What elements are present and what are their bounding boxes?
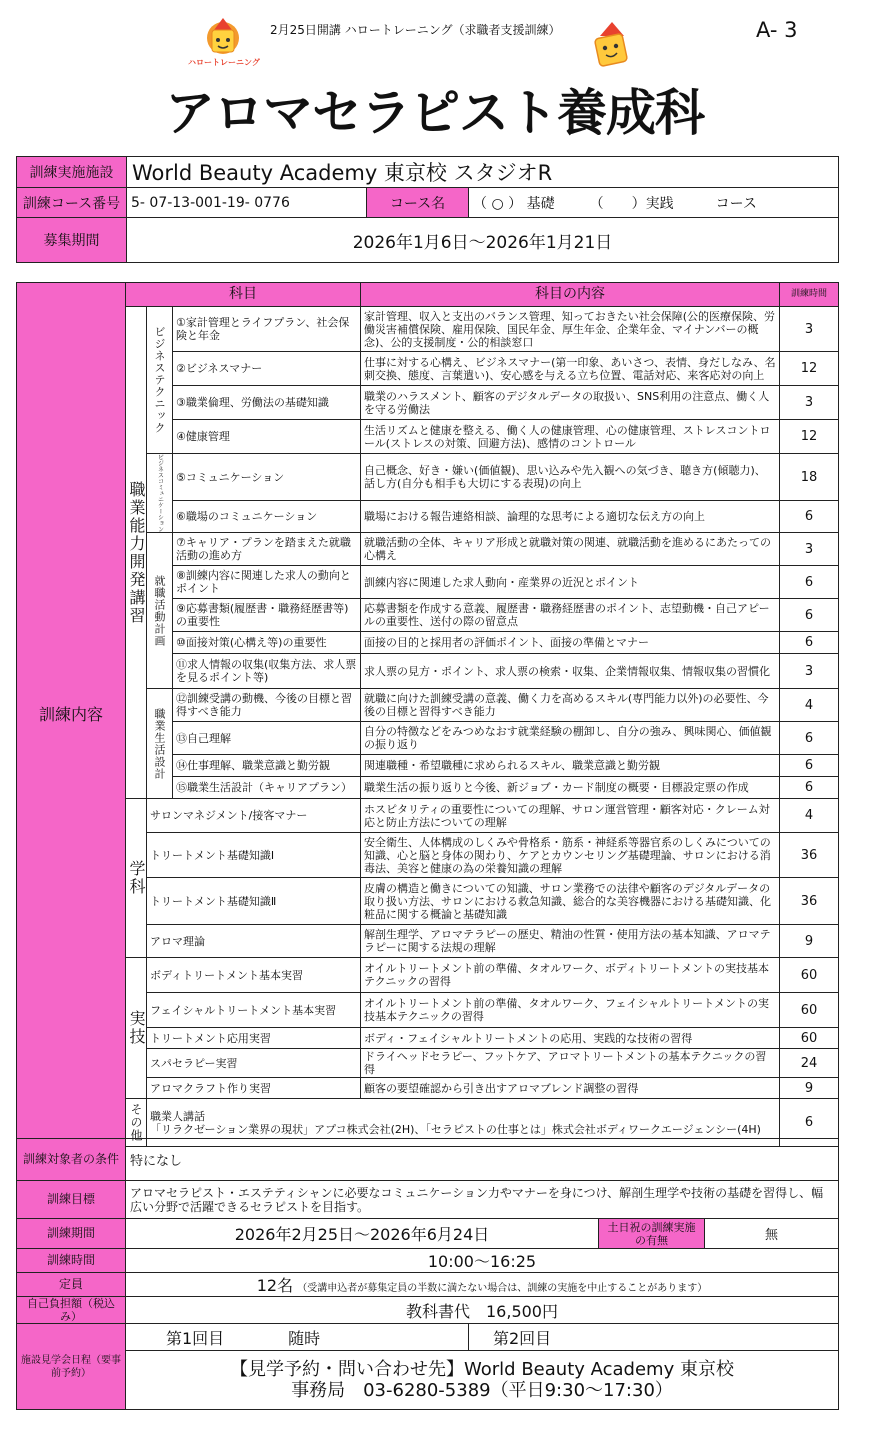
hours-cell: 9 [780,1078,839,1099]
hours-cell: 3 [780,533,839,566]
other-line-2: 「リラクゼーション業界の現状」アプコ株式会社(2H)、「セラピストの仕事とは」株式会社ボディワークエージェンシー(4H) [150,1122,761,1136]
other-line-1: 職業人講話 [150,1109,205,1123]
visit-label: 施設見学会日程（要事前予約） [17,1324,126,1410]
content-cell: 自分の特徴などをみつめなおす就業経験の棚卸し、自分の強み、興味関心、価値観の振り返り [361,722,780,755]
content-cell: 安全衛生、人体構成のしくみや骨格系・筋系・神経系等器官系のしくみについての知識、心と脳と身体の関わり、ケアとカウンセリング基礎理論、サロンにおける消毒法、美容と健康の為の栄養知識の理解 [361,833,780,878]
course-no-label: 訓練コース番号 [17,188,127,218]
hours-cell: 12 [780,420,839,454]
hours-cell: 12 [780,352,839,386]
content-cell: 自己概念、好き・嫌い(価値観)、思い込みや先入観への気づき、聴き方(傾聴力)、話し方(自分も相手も大切にする表現)の向上 [361,454,780,501]
content-cell: 皮膚の構造と働きについての知識、サロン業務での法律や顧客のデジタルデータの取り扱い方法、サロンにおける救急知識、総合的な美容機器における基礎知識、化粧品に関する概論と基礎知識 [361,878,780,925]
contact-cell [126,1351,839,1410]
goal-value: アロマセラピスト・エステティシャンに必要なコミュニケーション力やマナーを身につけ、解剖生理学や技術の基礎を習得し、幅広い分野で活躍できるセラピストを目指す。 [126,1181,839,1219]
subject-cell: ⑮職業生活設計（キャリアプラン） [173,777,361,799]
capacity-cell [126,1273,839,1297]
visit-first: 第1回目 随時 [126,1324,469,1351]
content-cell: 解剖生理学、アロマテラピーの歴史、精油の性質・使用方法の基本知識、アロマテラピーに関する法規の理解 [361,925,780,958]
content-cell: 職場における報告連絡相談、論理的な思考による適切な伝え方の向上 [361,501,780,533]
hours-cell: 4 [780,799,839,833]
target-value: 特になし [126,1139,839,1181]
subject-cell: トリートメント応用実習 [147,1028,361,1049]
subject-cell: ⑬自己理解 [173,722,361,755]
fee-value: 教科書代 16,500円 [126,1297,839,1324]
col-content: 科目の内容 [361,283,780,307]
course-name: （ ○ ） 基礎 （ ）実践 コース [469,188,839,218]
content-cell: 就職に向けた訓練受講の意義、働く力を高めるスキル(専門能力以外)の必要性、今後の目標と習得すべき能力 [361,689,780,722]
content-cell: 訓練内容に関連した求人動向・産業界の近況とポイント [361,566,780,599]
hours-cell: 60 [780,958,839,993]
recruit-period: 2026年1月6日～2026年1月21日 [127,218,839,263]
weekend-label: 土日祝の訓練実施の有無 [599,1219,705,1249]
weekend-value: 無 [705,1219,839,1249]
content-cell: 応募書類を作成する意義、履歴書・職務経歴書のポイント、志望動機・自己アピールの重要性、送付の際の留意点 [361,599,780,632]
course-name-label: コース名 [367,188,469,218]
content-cell: 面接の目的と採用者の評価ポイント、面接の準備とマナー [361,632,780,654]
content-cell: オイルトリートメント前の準備、タオルワーク、ボディトリートメントの実技基本テクニックの習得 [361,958,780,993]
subject-cell: ⑩面接対策(心構え等)の重要性 [173,632,361,654]
curriculum-table [16,282,839,1147]
col-hours: 訓練時間 [780,283,839,307]
col-subject: 科目 [126,283,361,307]
course-no: 5- 07-13-001-19- 0776 [127,188,367,218]
hours-cell: 3 [780,654,839,689]
subject-cell: トリートメント基礎知識Ⅰ [147,833,361,878]
hours-cell: 18 [780,454,839,501]
period-value: 2026年2月25日～2026年6月24日 [126,1219,599,1249]
subject-cell: ⑥職場のコミュニケーション [173,501,361,533]
hours-cell: 6 [780,566,839,599]
content-cell: オイルトリートメント前の準備、タオルワーク、フェイシャルトリートメントの実技基本テクニックの習得 [361,993,780,1028]
course-info-table [16,156,839,263]
hours-cell: 6 [780,632,839,654]
hours-cell: 36 [780,833,839,878]
time-value: 10:00～16:25 [126,1249,839,1273]
subject-cell: ⑦キャリア・プランを踏まえた就職活動の進め方 [173,533,361,566]
content-cell: 家計管理、収入と支出のバランス管理、知っておきたい社会保障(公的医療保険、労働災害補償保険、雇用保険、国民年金、厚生年金、企業年金、マイナンバーの概念)、公的支援制度・公的相談窓口 [361,307,780,352]
hours-cell: 6 [780,722,839,755]
mascot-icon [584,20,634,72]
hours-cell: 6 [780,777,839,799]
subject-cell: ⑧訓練内容に関連した求人の動向とポイント [173,566,361,599]
hours-cell: 6 [780,755,839,777]
group-other: その他 [126,1099,147,1147]
header [0,0,869,150]
content-cell: 仕事に対する心構え、ビジネスマナー(第一印象、あいさつ、表情、身だしなみ、名刺交換、態度、言葉遣い)、安心感を与える立ち位置、電話対応、来客応対の向上 [361,352,780,386]
target-label: 訓練対象者の条件 [17,1139,126,1181]
visit-second: 第2回目 [469,1324,839,1351]
time-label: 訓練時間 [17,1249,126,1273]
content-cell: ホスピタリティの重要性についての理解、サロン運営管理・顧客対応・クレーム対応と防止方法についての理解 [361,799,780,833]
hours-cell: 3 [780,307,839,352]
recruit-label: 募集期間 [17,218,127,263]
group-job-hunting: 就職活動計画 [147,533,173,689]
capacity-note: （受講申込者が募集定員の半数に満たない場合は、訓練の実施を中止することがあります） [297,1283,708,1294]
group-gakka: 学科 [126,799,147,958]
goal-label: 訓練目標 [17,1181,126,1219]
facility-label: 訓練実施施設 [17,157,127,188]
group-communication: ビジネスコミュニケーション [147,454,173,533]
content-cell: 関連職種・希望職種に求められるスキル、職業意識と勤労観 [361,755,780,777]
subject-cell: ⑭仕事理解、職業意識と勤労観 [173,755,361,777]
subject-cell: サロンマネジメント/接客マナー [147,799,361,833]
page-id: A- 3 [756,18,798,42]
hours-cell: 6 [780,501,839,533]
subject-cell: ⑪求人情報の収集(収集方法、求人票を見るポイント等) [173,654,361,689]
subject-cell: ボディトリートメント基本実習 [147,958,361,993]
group-jitsugi: 実技 [126,958,147,1099]
subject-cell: ④健康管理 [173,420,361,454]
content-cell: 職業のハラスメント、顧客のデジタルデータの取扱い、SNS利用の注意点、働く人を守る労働法 [361,386,780,420]
subject-cell: アロマ理論 [147,925,361,958]
subject-cell: ⑤コミュニケーション [173,454,361,501]
hours-cell: 24 [780,1049,839,1078]
content-cell: ボディ・フェイシャルトリートメントの応用、実践的な技術の習得 [361,1028,780,1049]
hours-cell: 9 [780,925,839,958]
top-note: 2月25日開講 ハロートレーニング（求職者支援訓練） [270,23,561,37]
hours-cell: 36 [780,878,839,925]
capacity-label: 定員 [17,1273,126,1297]
subject-cell: ③職業倫理、労働法の基礎知識 [173,386,361,420]
subject-cell: ②ビジネスマナー [173,352,361,386]
logo-text: ハロートレーニング [188,58,260,67]
content-cell: 職業生活の振り返りと今後、新ジョブ・カード制度の概要・目標設定票の作成 [361,777,780,799]
subject-cell: スパセラピー実習 [147,1049,361,1078]
hours-cell: 4 [780,689,839,722]
hours-cell: 6 [780,599,839,632]
contact-line-2: 事務局 03-6280-5389（平日9:30～17:30） [291,1380,673,1401]
subject-cell: ⑫訓練受講の動機、今後の目標と習得すべき能力 [173,689,361,722]
facility-name: World Beauty Academy 東京校 スタジオR [127,157,839,188]
capacity-value: 12名 [256,1276,294,1295]
group-business: ビジネステクニック [147,307,173,454]
content-cell: 求人票の見方・ポイント、求人票の検索・収集、企業情報収集、情報収集の習慣化 [361,654,780,689]
subject-cell: ①家計管理とライフプラン、社会保険と年金 [173,307,361,352]
group-shokugyo: 職業能力開発講習 [126,307,147,799]
fee-label: 自己負担額（税込み） [17,1297,126,1324]
training-content-label: 訓練内容 [17,283,126,1147]
content-cell: 就職活動の全体、キャリア形成と就職対策の関連、就職活動を進めるにあたっての心構え [361,533,780,566]
group-career-design: 職業生活設計 [147,689,173,799]
hours-cell: 6 [780,1099,839,1147]
subject-cell: フェイシャルトリートメント基本実習 [147,993,361,1028]
content-cell: 生活リズムと健康を整える、働く人の健康管理、心の健康管理、ストレスコントロール(ストレスの対策、回避方法)、感情のコントロール [361,420,780,454]
hours-cell: 60 [780,1028,839,1049]
training-details-table [16,1138,839,1410]
period-label: 訓練期間 [17,1219,126,1249]
content-cell: ドライヘッドセラピー、フットケア、アロマトリートメントの基本テクニックの習得 [361,1049,780,1078]
page-title: アロマセラピスト養成科 [165,84,704,142]
contact-line-1: 【見学予約・問い合わせ先】World Beauty Academy 東京校 [230,1359,734,1380]
subject-cell: トリートメント基礎知識Ⅱ [147,878,361,925]
hours-cell: 3 [780,386,839,420]
subject-cell: アロマクラフト作り実習 [147,1078,361,1099]
subject-cell: ⑨応募書類(履歴書・職務経歴書等)の重要性 [173,599,361,632]
content-cell: 顧客の要望確認から引き出すアロマブレンド調整の習得 [361,1078,780,1099]
hours-cell: 60 [780,993,839,1028]
